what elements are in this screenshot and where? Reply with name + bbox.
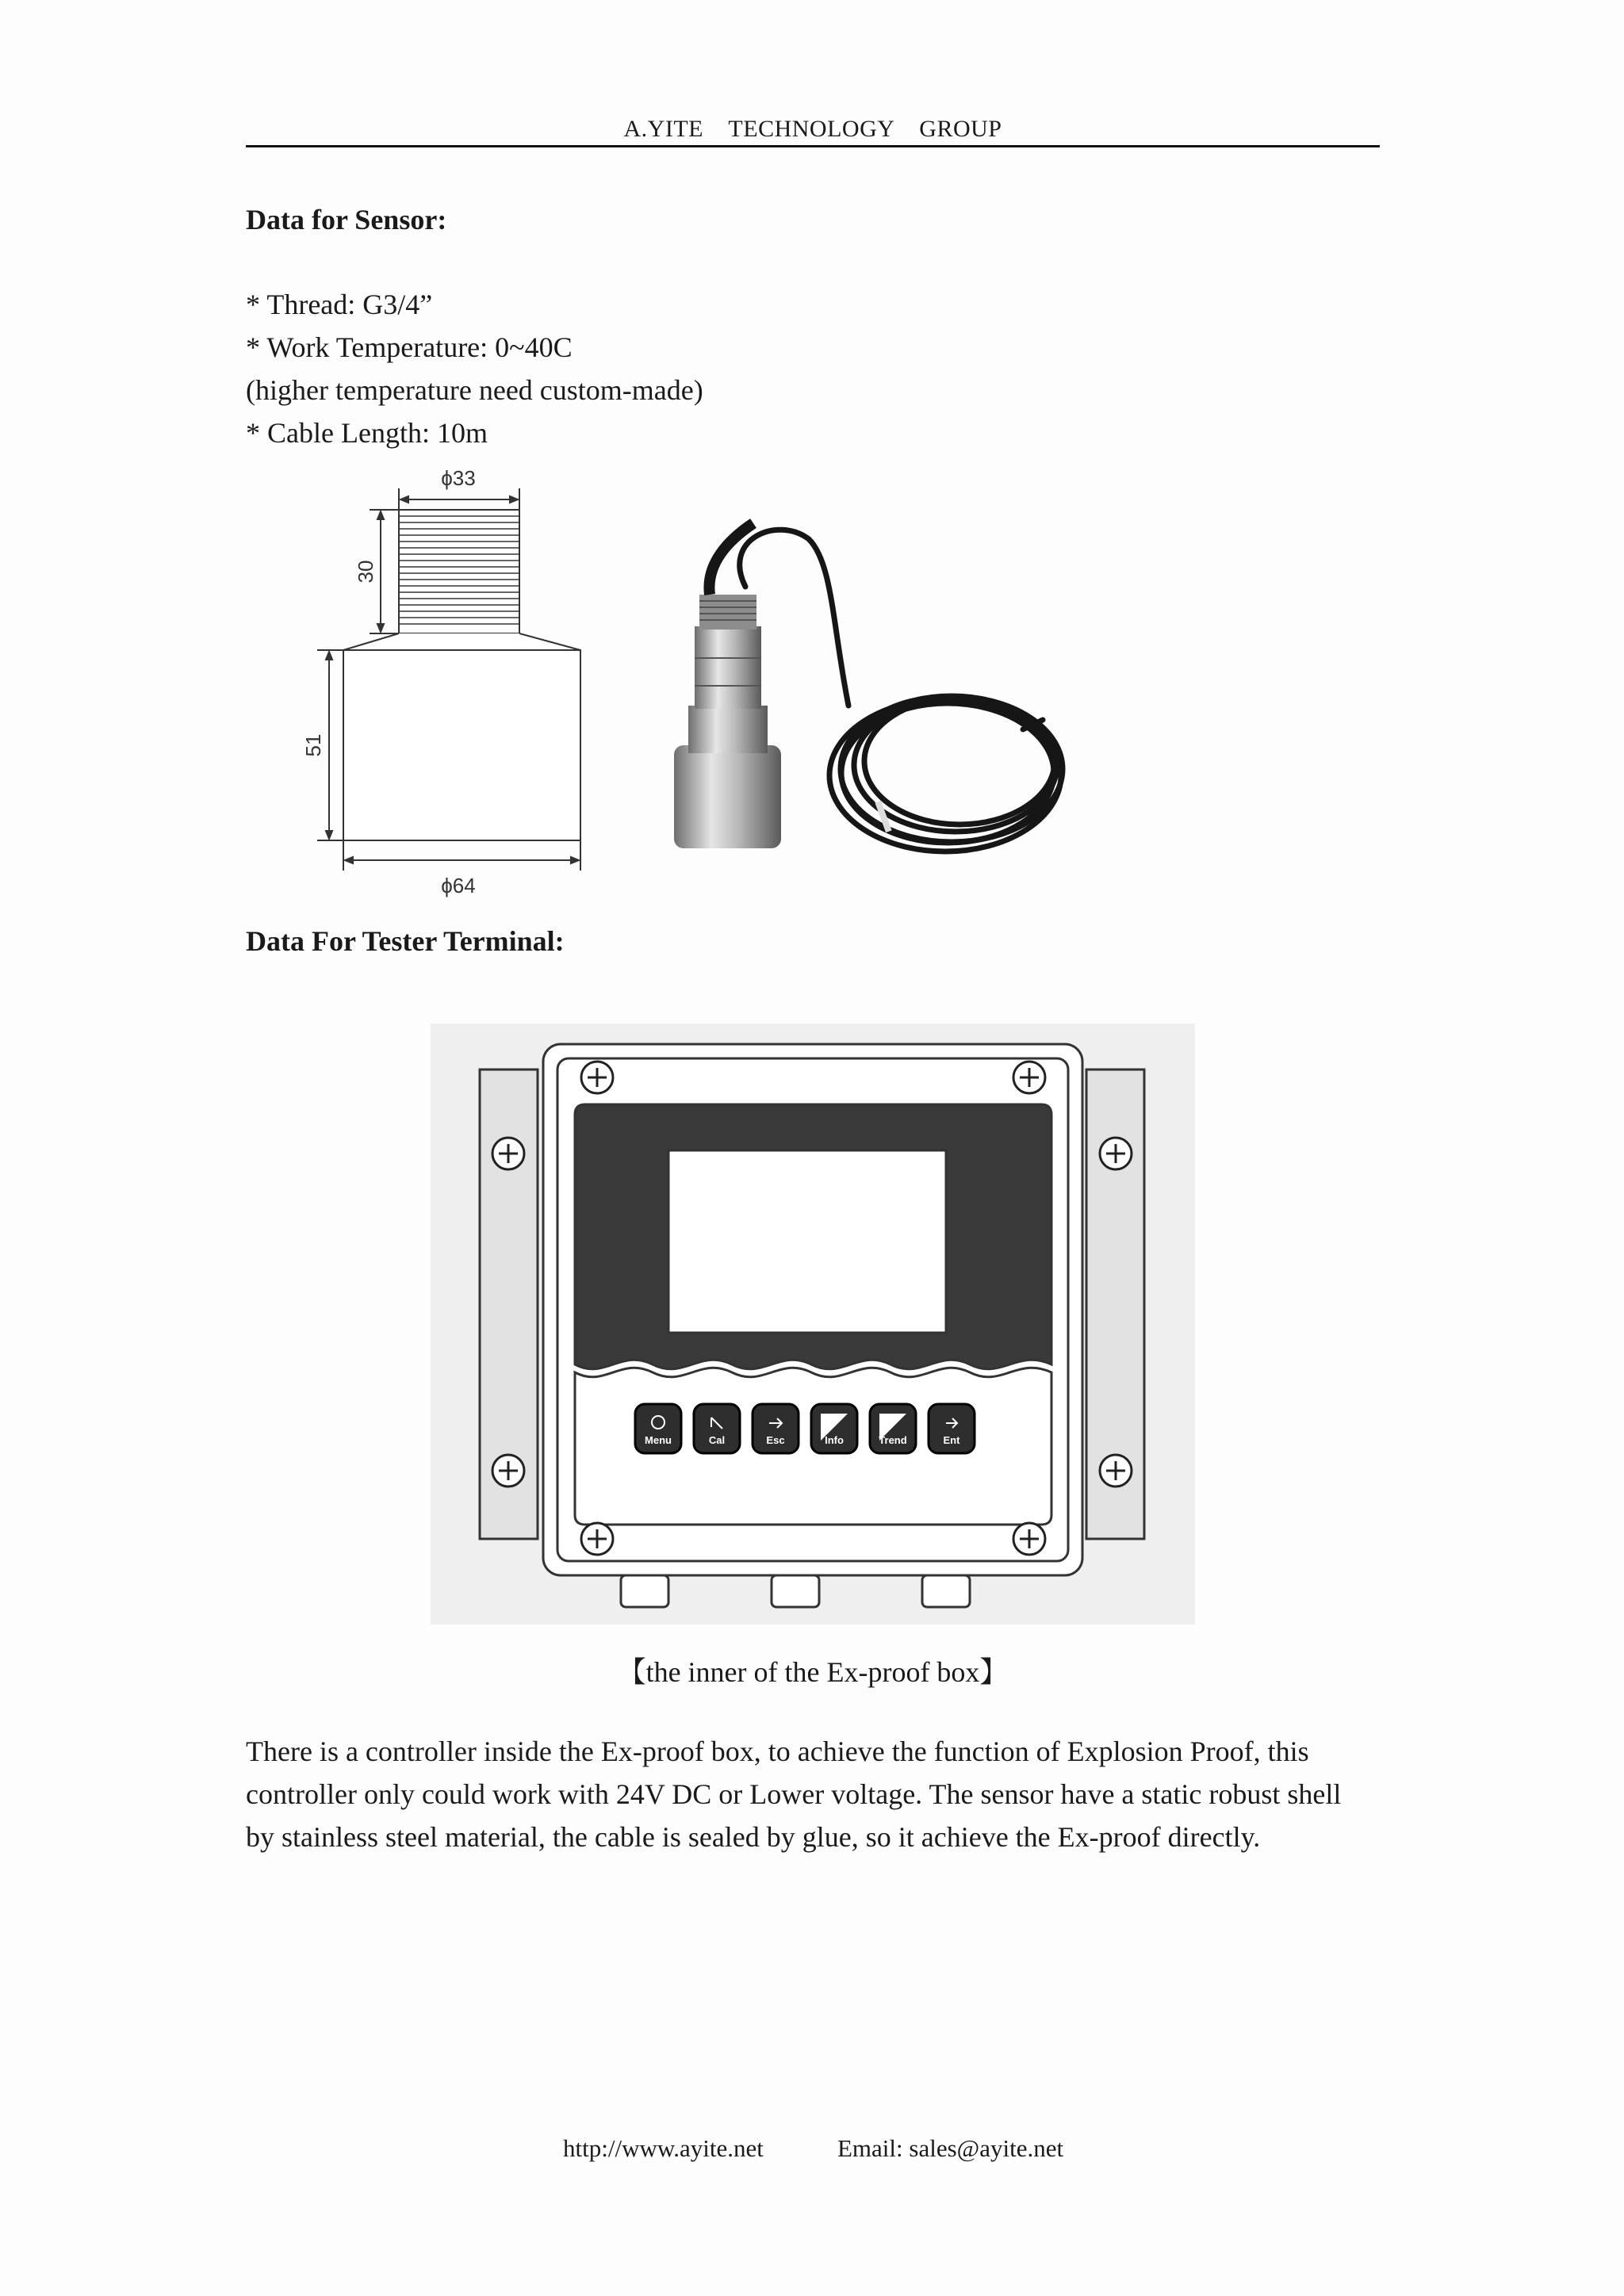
- paragraph-line-1: There is a controller inside the Ex-proof box, to achieve the function of Explosion Proof, this: [246, 1735, 1309, 1767]
- key-esc-button[interactable]: [753, 1404, 799, 1453]
- key-info-button[interactable]: [811, 1404, 857, 1453]
- tester-terminal-heading: Data For Tester Terminal:: [246, 925, 565, 957]
- cable-coil: [740, 530, 1063, 851]
- header-rule: [246, 145, 1380, 147]
- key-esc-label: Esc: [766, 1434, 785, 1446]
- key-ent-label: Ent: [943, 1434, 960, 1446]
- sensor-dimension-drawing: [285, 460, 619, 904]
- dimension-bottom-diameter: ϕ64: [441, 874, 476, 897]
- key-trend-button[interactable]: [870, 1404, 916, 1453]
- key-menu-label: Menu: [645, 1434, 672, 1446]
- paragraph-line-2: controller only could work with 24V DC or Lower voltage. The sensor have a static robust shell: [246, 1778, 1342, 1810]
- controller-illustration: [431, 1024, 1195, 1624]
- key-cal-button[interactable]: [694, 1404, 740, 1453]
- key-cal-label: Cal: [708, 1434, 726, 1446]
- description-paragraph: [246, 1730, 1388, 1858]
- footer-email[interactable]: Email: sales@ayite.net: [837, 2134, 1064, 2162]
- spec-thread: * Thread: G3/4”: [246, 289, 433, 320]
- dimension-body-height: 51: [301, 733, 325, 757]
- spec-temperature-note: (higher temperature need custom-made): [246, 374, 703, 406]
- key-ent-button[interactable]: [929, 1404, 975, 1453]
- figure-caption: 【the inner of the Ex-proof box】: [617, 1656, 1009, 1688]
- dimension-top-diameter: ϕ33: [441, 466, 476, 490]
- sensor-body: [674, 523, 781, 848]
- spec-cable-length: * Cable Length: 10m: [246, 417, 488, 449]
- key-menu-button[interactable]: [635, 1404, 681, 1453]
- footer-website-link[interactable]: http://www.ayite.net: [563, 2134, 764, 2162]
- dimension-top-height: 30: [354, 560, 377, 584]
- sensor-heading: Data for Sensor:: [246, 204, 447, 235]
- sensor-photo: [650, 507, 1094, 872]
- page-header-company: A.YITE TECHNOLOGY GROUP: [623, 116, 1002, 142]
- spec-work-temperature: * Work Temperature: 0~40C: [246, 331, 573, 363]
- key-trend-label: Trend: [879, 1434, 907, 1446]
- paragraph-line-3: by stainless steel material, the cable is sealed by glue, so it achieve the Ex-proof directly.: [246, 1821, 1261, 1853]
- key-info-label: Info: [825, 1434, 844, 1446]
